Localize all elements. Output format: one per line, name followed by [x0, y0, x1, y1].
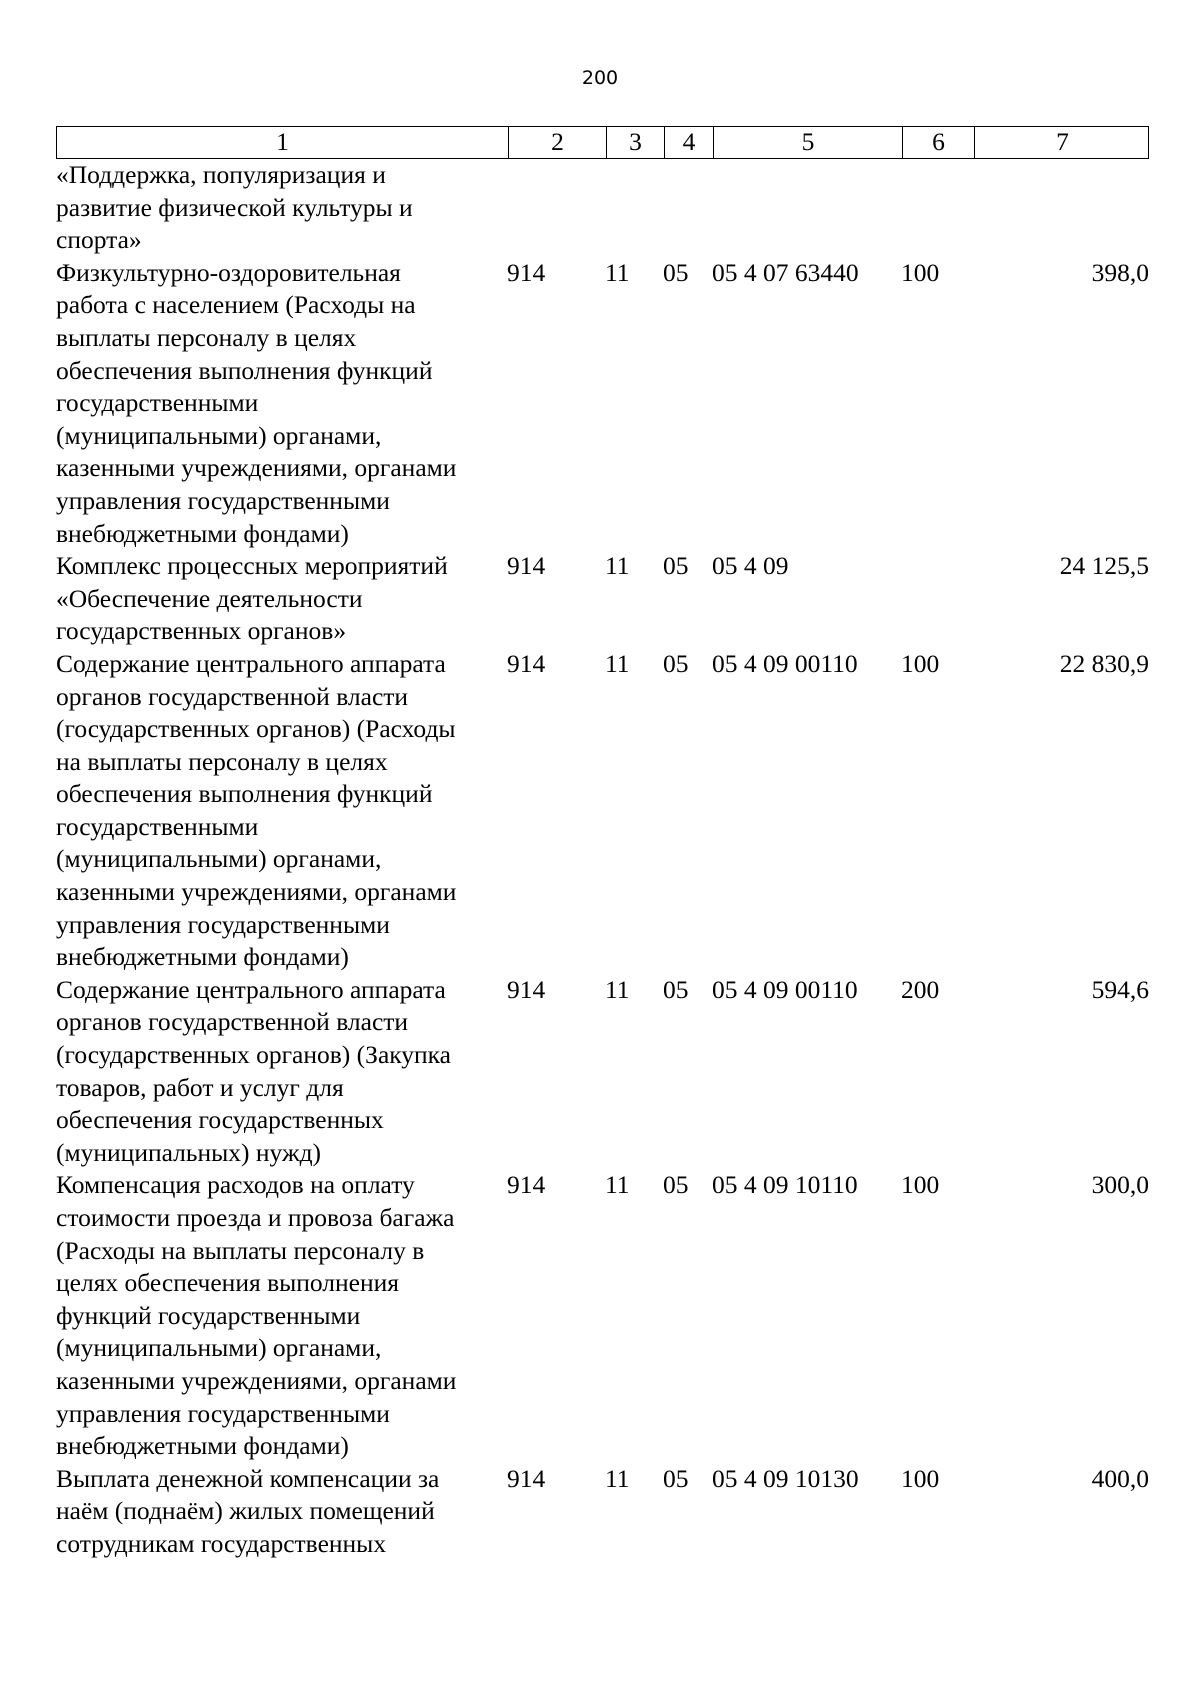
row-section: 11	[605, 551, 630, 581]
header-col-1: 1	[276, 127, 289, 156]
table-header-row	[56, 126, 1149, 159]
row-target-code: 05 4 09 00110	[712, 648, 858, 678]
table-row	[56, 1463, 1149, 1561]
row-expense-type: 100	[901, 257, 940, 287]
row-name: Содержание центрального аппарата органов государственной власти (государственных органов) (Закупка товаров, работ и услуг для обеспечения государственных (муниципальных) нужд)	[56, 974, 452, 1167]
row-grbs: 914	[507, 1170, 546, 1200]
row-section: 11	[605, 648, 630, 678]
row-amount: 24 125,5	[1059, 551, 1149, 581]
row-name: Комплекс процессных мероприятий «Обеспечение деятельности государственных органов»	[56, 551, 448, 646]
row-name: Выплата денежной компенсации за наём (поднаём) жилых помещений сотрудникам государственных	[56, 1463, 440, 1558]
row-subsection: 05	[663, 974, 689, 1004]
row-name: «Поддержка, популяризация и развитие физической культуры и спорта»	[56, 160, 413, 255]
row-target-code: 05 4 09 10110	[712, 1170, 858, 1200]
table-row	[56, 550, 1149, 648]
row-subsection	[663, 159, 712, 257]
row-expense-type	[901, 550, 973, 648]
table-row	[56, 1169, 1149, 1462]
row-target-code: 05 4 09	[712, 551, 789, 581]
row-subsection: 05	[663, 648, 689, 678]
row-amount: 398,0	[1091, 257, 1149, 287]
row-target-code: 05 4 09 00110	[712, 974, 858, 1004]
header-col-2: 2	[508, 127, 606, 158]
header-col-3: 3	[606, 127, 664, 158]
row-subsection: 05	[663, 551, 689, 581]
row-section: 11	[605, 1170, 630, 1200]
row-grbs: 914	[507, 1463, 546, 1493]
row-name: Физкультурно-оздоровительная работа с населением (Расходы на выплаты персоналу в целях обеспечения выполнения функций государственными (муниципальными) органами, казенными учреждениями, органами управления государственными внебюджетными фондами)	[56, 257, 457, 548]
header-col-7: 7	[974, 127, 1150, 158]
header-col-6: 6	[902, 127, 974, 158]
row-grbs: 914	[507, 974, 546, 1004]
row-name: Содержание центрального аппарата органов государственной власти (государственных органов) (Расходы на выплаты персоналу в целях обеспечения выполнения функций государственными (муниципальными) органами, казенными учреждениями, органами управления государственными внебюджетными фондами)	[56, 648, 457, 972]
row-expense-type	[901, 159, 973, 257]
row-section	[605, 159, 663, 257]
row-amount: 300,0	[1091, 1170, 1149, 1200]
row-grbs: 914	[507, 551, 546, 581]
row-section: 11	[605, 974, 630, 1004]
row-amount	[973, 159, 1149, 257]
row-target-code: 05 4 09 10130	[712, 1463, 859, 1493]
row-grbs	[507, 159, 605, 257]
row-amount: 22 830,9	[1059, 648, 1149, 678]
row-expense-type: 100	[901, 1170, 940, 1200]
row-subsection: 05	[663, 1463, 689, 1493]
row-expense-type: 200	[901, 974, 940, 1004]
table-row	[56, 257, 1149, 550]
row-section: 11	[605, 1463, 630, 1493]
row-subsection: 05	[663, 1170, 689, 1200]
table-row	[56, 974, 1149, 1170]
row-target-code	[712, 159, 901, 257]
row-name: Компенсация расходов на оплату стоимости проезда и провоза багажа (Расходы на выплаты персоналу в целях обеспечения выполнения функций государственными (муниципальными) органами, казенными учреждениями, органами управления государственными внебюджетными фондами)	[56, 1170, 457, 1461]
row-grbs: 914	[507, 648, 546, 678]
table-row	[56, 648, 1149, 974]
row-grbs: 914	[507, 257, 546, 287]
row-subsection: 05	[663, 257, 689, 287]
header-col-4: 4	[664, 127, 713, 158]
row-expense-type: 100	[901, 648, 940, 678]
row-amount: 594,6	[1091, 974, 1149, 1004]
row-expense-type: 100	[901, 1463, 940, 1493]
budget-table	[56, 126, 1149, 1561]
row-target-code: 05 4 07 63440	[712, 257, 859, 287]
header-col-5: 5	[713, 127, 902, 158]
row-amount: 400,0	[1091, 1463, 1149, 1493]
page-number: 200	[581, 67, 619, 89]
row-section: 11	[605, 257, 630, 287]
table-row	[56, 159, 1149, 257]
